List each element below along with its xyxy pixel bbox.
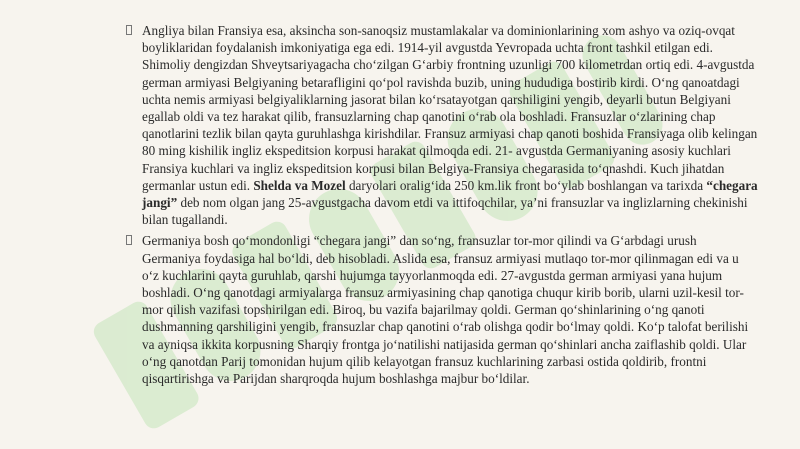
paragraph-1-text-c: deb nom olgan jang 25-avgustgacha davom etdi va ittifoqchilar, ya’ni fransuzlar va inglizlarning chekinishi bilan tugallandi. bbox=[142, 195, 748, 228]
paragraph-1 bbox=[128, 22, 758, 228]
paragraph-1-text-a: Angliya bilan Fransiya esa, aksincha son-sanoqsiz mustamlakalar va dominionlarining xom ashyo va oziq-ovqat boyliklaridan foydalanish imkoniyatiga ega edi. 1914-yil avgustda Yevropada uchta front tashkil etilgan edi. Shimoliy dengizdan Shveytsariyagacha cho‘zilgan G‘arbiy frontning uzunligi 700 kilometrdan ortiq edi. 4-avgustda german armiyasi Belgiyaning betarafligini qo‘pol ravishda buzib, uning hududiga bostirib kirdi. O‘ng qanoatdagi uchta nemis armiyasi belgiyaliklarning jasorat bilan ko‘rsatayotgan qarshiligini yengib, deyarli butun Belgiyani egallab oldi va tez harakat qilib, fransuzlarning chap qanotini o‘rab ola boshladi. Fransuzlar o‘zlarining chap qanotlarini tezlik bilan qayta guruhlashga kirishdilar. Fransuz armiyasi chap qanoti boshida Fransiyaga olib kelingan 80 ming kishilik ingliz ekspeditsion korpusi harakat qilmoqda edi. 21- avgustda Germaniyaning asosiy kuchlari Fransiya kuchlari va ingliz ekspeditsion korpusi bilan Belgiya-Fransiya chegarasida to‘qnashdi. Kuch jihatdan germanlar ustun edi. bbox=[142, 23, 758, 193]
paragraph-1-bold-battle: “chegara jangi” bbox=[142, 177, 758, 211]
bullet-icon bbox=[126, 232, 132, 251]
bullet-icon bbox=[126, 22, 132, 41]
paragraph-1-text-b: daryolari oralig‘ida 250 km.lik front bo‘ylab boshlangan va tarixda bbox=[345, 177, 707, 193]
paragraph-1-bold-rivers: Shelda va Mozel bbox=[253, 177, 346, 193]
slide-content bbox=[128, 22, 758, 391]
paragraph-2 bbox=[128, 232, 758, 387]
paragraph-2-text: Germaniya bosh qo‘mondonligi “chegara jangi” dan so‘ng, fransuzlar tor-mor qilindi va G‘arbdagi urush Germaniya foydasiga hal bo‘ldi, deb hisobladi. Aslida esa, fransuz armiyasi mutlaqo tor-mor qilinmagan edi va u o‘z kuchlarini qayta guruhlab, qarshi hujumga tayyorlanmoqda edi. 27-avgustda german armiyasi yana hujum boshladi. O‘ng qanotdagi armiyalarga fransuz armiyasining chap qanotiga chuqur kirib borib, ularni uzil-kesil tor-mor qilish vazifasi topshirilgan edi. Biroq, bu vazifa bajarilmay qoldi. German qo‘shinlarining o‘ng qanoti dushmanning qarshiligini yengib, fransuzlar chap qanotini o‘rab olishga qodir bo‘lmay qoldi. Ko‘p talofat berilishi va ayniqsa ikkita korpusning Sharqiy frontga jo‘natilishi natijasida german qo‘shinlari ancha zaiflashib qoldi. Ular o‘ng qanotdan Parij tomonidan hujum qilib kelayotgan fransuz kuchlarining zarbasi ostida qoldirib, frontni qisqartirishga va Parijdan sharqroqda hujum boshlashga majbur bo‘ldilar. bbox=[142, 233, 749, 387]
